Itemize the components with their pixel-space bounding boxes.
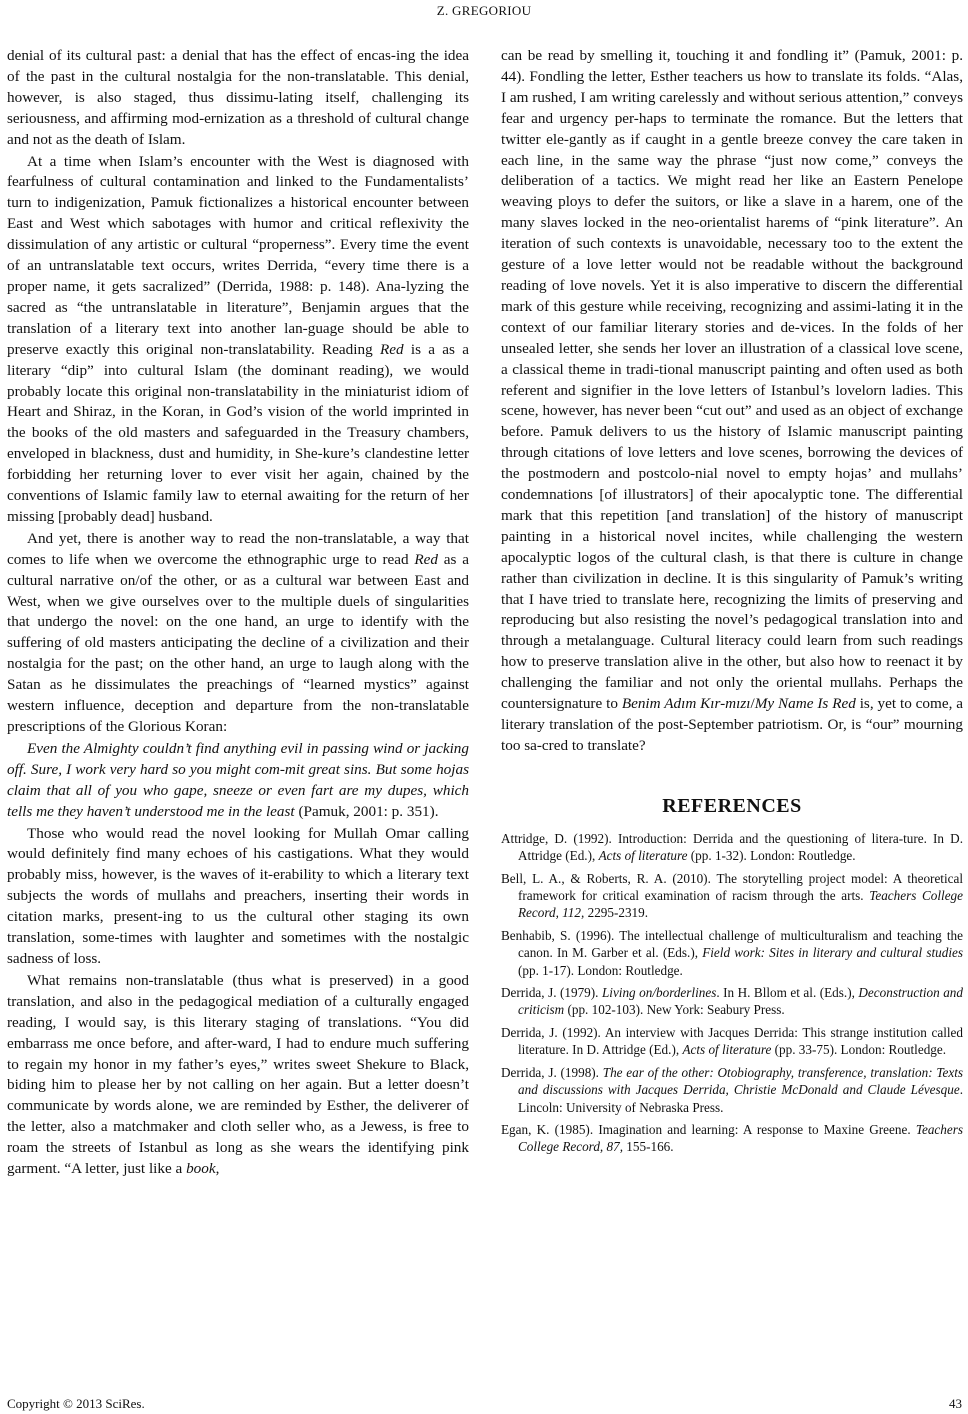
paragraph: can be read by smelling it, touching it and fondling it” (Pamuk, 2001: p. 44). Fondling the letter, Esther teachers us how to translate its folds. “Alas, I am rushed, I am writing carelessly and without serious attention,” conveys fear and urgency per-haps to terminate the romance. But the letters that twitter ele-gantly as if caught in a gentle breeze convey the care taken in each line, in the same way the phrase “just now come,” conveys the deliberation of a tactics. We might read her like an Eastern Penelope weaving ploys to defer the suitors, or like a slave in a harem, one of the many slaves locked in the neo-orientalist harems of “pink literature”. An iteration of such contexts is unavoidable, necessary too to the extent the gesture of a love letter would not be readable without the background reading of love novels. Yet it is also imperative to discern the differential mark of this gesture while receiving, recognizing and assimi-lating it in the context of our familiar literary stories and de-vices. In the folds of her unsealed letter, she sends her lover an illustration of a classical love scene, a classical theme in tradi-tional manuscript painting and often used as both referent and signifier in the love letters of Istanbul’s lovelorn ladies. This scene, however, has never been “cut out” and used as an object of exchange before. Pamuk delivers to us the history of Islamic manuscript painting through citations of love letters and love scenes, borrowing the devices of the postmodern and postcolo-nial novel to empty hojas’ and mullahs’ condemnations [of illustrators] of their apocalyptic tone. The differential mark that this repetition [and translation] of the history of manuscript painting in a historical novel incites, while challenging the western apocalyptic logos of the cultural clash, is that there is culture in change rather than civilization in decline. It is this singularity of Pamuk’s writing that I have tried to translate here, recognizing the limits of preserving and reproducing but also resisting the novel’s pedagogical translation into and through a metalanguage. Cultural literacy could learn from such readings how to preserve translation alive in the other, but also how to reenact it by challenging the familiar and not only the oriental mullahs. Perhaps the countersignature to Benim Adım Kır-mızı/My Name Is Red is, yet to come, a literary translation of the post-September patriotism. Or, is “our” mourning too sa-cred to translate? xyxy=(501,47,963,754)
reference-item: Egan, K. (1985). Imagination and learning: A response to Maxine Greene. Teachers College Record, 87, 155-166. xyxy=(501,1121,963,1155)
reference-item: Derrida, J. (1992). An interview with Jacques Derrida: This strange institution called literature. In D. Attridge (Ed.), Acts of literature (pp. 33-75). London: Routledge. xyxy=(501,1024,963,1058)
left-column xyxy=(7,46,469,1180)
right-column xyxy=(501,46,963,1161)
emphasis: book xyxy=(186,1160,216,1178)
paragraph: Those who would read the novel looking for Mullah Omar calling would definitely find many echoes of his castigations. What they would probably miss, however, is the waves of it-erability to which a literary text subjects the words of mullahs and preachers, inserting their words in citation marks, present-ing to us the cultural other staging its own translation, some-times with laughter and sometimes with the nostalgic sadness of loss. xyxy=(7,824,469,967)
copyright-notice: Copyright © 2013 SciRes. xyxy=(7,1396,145,1411)
paragraph: And yet, there is another way to read the non-translatable, a way that comes to life when we overcome the ethnographic urge to read Red as a cultural narrative on/of the other, or as a cultural war between East and West, when we give ourselves over to the multiple duels of singularities that undergo the novel: on the one hand, an urge to identify with the suffering of old masters anticipating the decline of a civilization and their nostalgia for the past; on the other hand, an urge to laugh along with the Satan as he dissimulates the preachings of “learned mystics” against western influence, deception and departure from the non-translatable prescriptions of the Glorious Koran: xyxy=(7,529,469,735)
book-title: Red xyxy=(414,550,439,568)
book-title: Benim Adım Kır-mızı xyxy=(621,695,751,713)
running-head: Z. GREGORIOU xyxy=(436,3,532,18)
reference-item: Bell, L. A., & Roberts, R. A. (2010). The storytelling project model: A theoretical framework for critical examination of racism through the arts. Teachers College Record, 112, 2295-2319. xyxy=(501,870,963,921)
paragraph: At a time when Islam’s encounter with the West is diagnosed with fearfulness of cultural contamination and linked to the Fundamentalists’ turn to indigenization, Pamuk fictionalizes a historical encounter between East and West which sabotages with humor and critical reflexivity the dissimulation of any artistic or cultural “properness”. Every time the event of an untranslatable text occurs, writes Derrida, “every time there is a proper name, it gets sacralized” (Derrida, 1988: p. 148). Ana-lyzing the sacred as “the untranslatable in literature”, Benjamin argues that the translation of a literary text into another lan-guage should be able to preserve exactly this original non-translatability. Reading Red is a as a literary “dip” into cultural Islam (the dominant reading), we would probably locate this original non-translatability in the miniaturist idiom of Heart and Shiraz, in the Koran, in God’s vision of the world imprinted in the books of the old masters and safeguarded in the Treasury chambers, enveloped in blackness, dust and humidity, in She-kure’s clandestine letter forbidding her returning lover to ever visit her again, chained by the conventions of Islamic family law to eternal awaiting for the return of her missing [probably dead] husband. xyxy=(7,152,469,525)
reference-item: Benhabib, S. (1996). The intellectual challenge of multiculturalism and teaching the canon. In M. Garber et al. (Eds.), Field work: Sites in literary and cultural studies (pp. 1-17). London: Routledge. xyxy=(501,927,963,978)
reference-item: Derrida, J. (1998). The ear of the other: Otobiography, transference, translation: Texts and discussions with Jacques Derrida, Christie McDonald and Claude Lévesque. Lincoln: University of Nebraska Press. xyxy=(501,1064,964,1115)
paragraph: denial of its cultural past: a denial that has the effect of encas-ing the idea of the past in the cultural nostalgia for the non-translatable. This denial, however, is also staged, thus dissimu-lating itself, challenging its seriousness, and affirming mod-ernization as a threshold of cultural change and not as the death of Islam. xyxy=(7,47,469,148)
book-title: My Name Is Red xyxy=(754,695,856,713)
paragraph: What remains non-translatable (thus what is preserved) in a good translation, and also in the pedagogical mediation of a culturally engaged reading, I would say, is this literary staging of translations. “You did embarrass me once before, and after-ward, I had to endure much suffering to regain my honor in my father’s eyes,” writes sweet Shekure to Black, biding him to please her by not calling on her again. But a letter doesn’t communicate by words alone, we are reminded by Esther, the deliverer of the letter, also a matchmaker and cloth seller who, as a Jewess, is free to roam the streets of Istanbul as long as she wears the identifying pink garment. “A letter, just like a book, xyxy=(7,971,469,1178)
book-title: Red xyxy=(379,340,404,358)
references-heading: REFERENCES xyxy=(662,794,802,817)
block-quote: Even the Almighty couldn’t find anything evil in passing wind or jacking off. Sure, I work very hard so you might com-mit great sins. But some hojas claim that all of you who gape, sneeze or even fart are my dupes, which tells me they haven’t understood me in the least (Pamuk, 2001: p. 351). xyxy=(7,739,469,820)
reference-item: Derrida, J. (1979). Living on/borderlines. In H. Bllom et al. (Eds.), Deconstruction and criticism (pp. 102-103). New York: Seabury Press. xyxy=(501,985,963,1018)
page-number: 43 xyxy=(949,1396,962,1411)
reference-item: Attridge, D. (1992). Introduction: Derrida and the questioning of litera-ture. In D. Attridge (Ed.), Acts of literature (pp. 1-32). London: Routledge. xyxy=(501,830,963,864)
